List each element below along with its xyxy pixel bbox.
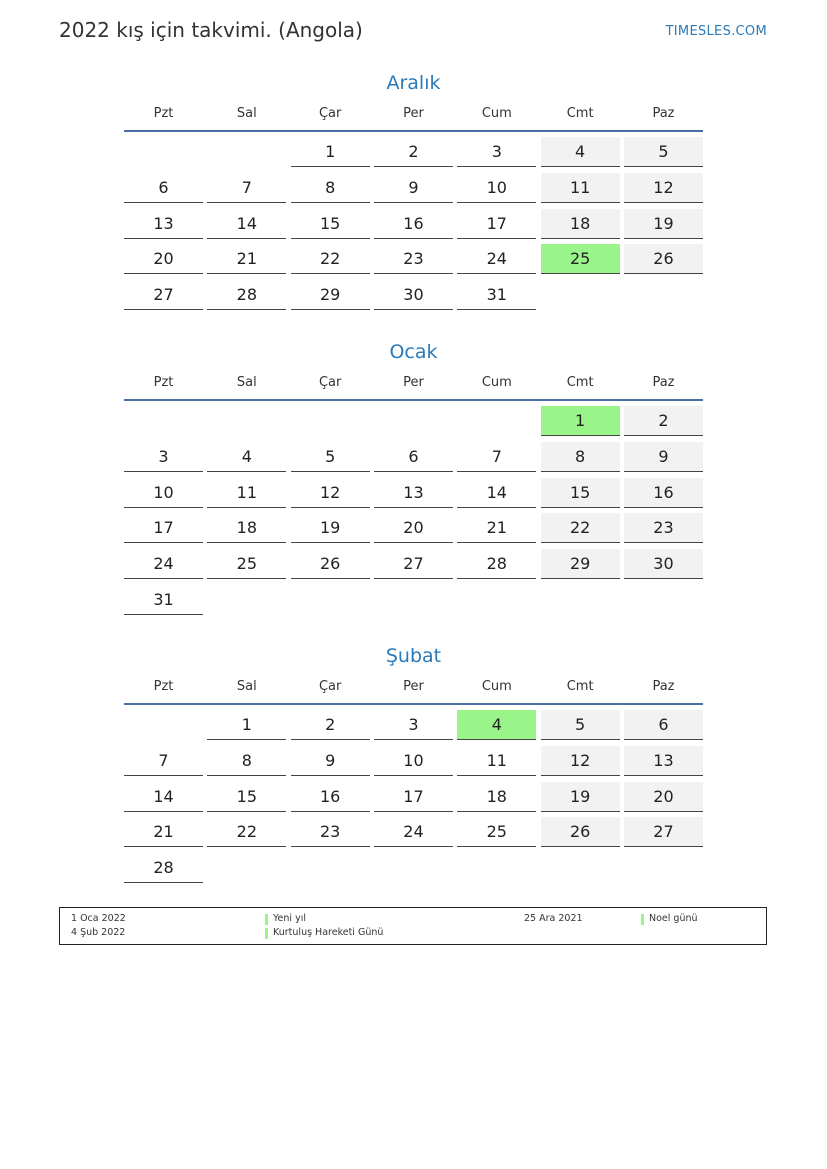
weekday-label: Çar bbox=[318, 678, 342, 694]
weekend-day-cell: 29 bbox=[541, 549, 620, 579]
weekend-day-cell: 19 bbox=[541, 782, 620, 812]
week-row bbox=[124, 406, 703, 436]
month-title: Aralık bbox=[386, 72, 441, 94]
holiday-day-cell: 4 bbox=[457, 710, 536, 740]
day-cell: 18 bbox=[207, 513, 286, 543]
day-cell: 6 bbox=[124, 173, 203, 203]
weeks-grid bbox=[124, 401, 703, 615]
weekend-day-cell: 18 bbox=[541, 209, 620, 239]
day-cell: 15 bbox=[207, 782, 286, 812]
empty-day-cell bbox=[124, 710, 203, 740]
empty-day-cell bbox=[457, 585, 536, 615]
day-cell: 31 bbox=[457, 280, 536, 310]
weekday-label: Sal bbox=[236, 678, 257, 694]
day-cell: 28 bbox=[207, 280, 286, 310]
weekend-day-cell: 11 bbox=[541, 173, 620, 203]
day-cell: 9 bbox=[291, 746, 370, 776]
empty-day-cell bbox=[624, 280, 703, 310]
empty-day-cell bbox=[291, 585, 370, 615]
weekday-label: Pzt bbox=[153, 678, 174, 694]
day-cell: 8 bbox=[291, 173, 370, 203]
day-cell: 27 bbox=[374, 549, 453, 579]
empty-day-cell bbox=[207, 137, 286, 167]
empty-day-cell bbox=[291, 406, 370, 436]
day-cell: 2 bbox=[374, 137, 453, 167]
empty-day-cell bbox=[541, 585, 620, 615]
weekend-day-cell: 26 bbox=[541, 817, 620, 847]
day-cell: 11 bbox=[207, 478, 286, 508]
day-cell: 3 bbox=[124, 442, 203, 472]
weekend-day-cell: 5 bbox=[624, 137, 703, 167]
weekend-day-cell: 9 bbox=[624, 442, 703, 472]
week-row bbox=[124, 173, 703, 203]
day-cell: 1 bbox=[291, 137, 370, 167]
week-row bbox=[124, 513, 703, 543]
day-cell: 14 bbox=[207, 209, 286, 239]
weekday-label: Cmt bbox=[566, 105, 594, 121]
weekday-label: Sal bbox=[236, 374, 257, 390]
weekday-label: Çar bbox=[318, 374, 342, 390]
day-cell: 25 bbox=[457, 817, 536, 847]
weekend-day-cell: 26 bbox=[624, 244, 703, 274]
weekend-day-cell: 12 bbox=[541, 746, 620, 776]
weekday-label: Cum bbox=[481, 678, 512, 694]
day-cell: 12 bbox=[291, 478, 370, 508]
weekend-day-cell: 13 bbox=[624, 746, 703, 776]
day-cell: 15 bbox=[291, 209, 370, 239]
month-calendar-ocak bbox=[124, 339, 703, 621]
empty-day-cell bbox=[624, 853, 703, 883]
empty-day-cell bbox=[207, 585, 286, 615]
empty-day-cell bbox=[124, 406, 203, 436]
day-cell: 24 bbox=[374, 817, 453, 847]
weekday-label: Çar bbox=[318, 105, 342, 121]
weekday-label: Sal bbox=[236, 105, 257, 121]
month-calendar-aralik bbox=[124, 70, 703, 316]
week-row bbox=[124, 746, 703, 776]
weekend-day-cell: 8 bbox=[541, 442, 620, 472]
weekday-header-row bbox=[124, 669, 703, 705]
day-cell: 1 bbox=[207, 710, 286, 740]
day-cell: 17 bbox=[457, 209, 536, 239]
weeks-grid bbox=[124, 132, 703, 310]
day-cell: 19 bbox=[291, 513, 370, 543]
weekend-day-cell: 12 bbox=[624, 173, 703, 203]
day-cell: 2 bbox=[291, 710, 370, 740]
weekday-header-row bbox=[124, 96, 703, 132]
day-cell: 17 bbox=[124, 513, 203, 543]
day-cell: 16 bbox=[374, 209, 453, 239]
day-cell: 20 bbox=[124, 244, 203, 274]
weekday-label: Paz bbox=[652, 105, 675, 121]
legend-holiday-name: Kurtuluş Hareketi Günü bbox=[273, 927, 384, 938]
day-cell: 9 bbox=[374, 173, 453, 203]
site-brand-link[interactable]: TIMESLES.COM bbox=[665, 24, 767, 39]
weekday-label: Paz bbox=[652, 374, 675, 390]
weekend-day-cell: 19 bbox=[624, 209, 703, 239]
day-cell: 25 bbox=[207, 549, 286, 579]
empty-day-cell bbox=[207, 853, 286, 883]
weekend-day-cell: 16 bbox=[624, 478, 703, 508]
day-cell: 27 bbox=[124, 280, 203, 310]
day-cell: 14 bbox=[124, 782, 203, 812]
day-cell: 3 bbox=[457, 137, 536, 167]
day-cell: 6 bbox=[374, 442, 453, 472]
legend-holiday-name: Yeni yıl bbox=[273, 913, 306, 924]
day-cell: 21 bbox=[457, 513, 536, 543]
empty-day-cell bbox=[207, 406, 286, 436]
empty-day-cell bbox=[624, 585, 703, 615]
empty-day-cell bbox=[374, 406, 453, 436]
month-title: Şubat bbox=[385, 645, 442, 667]
day-cell: 26 bbox=[291, 549, 370, 579]
day-cell: 20 bbox=[374, 513, 453, 543]
empty-day-cell bbox=[374, 585, 453, 615]
weekend-day-cell: 30 bbox=[624, 549, 703, 579]
day-cell: 28 bbox=[457, 549, 536, 579]
weekend-day-cell: 27 bbox=[624, 817, 703, 847]
day-cell: 29 bbox=[291, 280, 370, 310]
week-row bbox=[124, 442, 703, 472]
empty-day-cell bbox=[541, 280, 620, 310]
day-cell: 11 bbox=[457, 746, 536, 776]
day-cell: 7 bbox=[457, 442, 536, 472]
day-cell: 10 bbox=[374, 746, 453, 776]
day-cell: 14 bbox=[457, 478, 536, 508]
empty-day-cell bbox=[541, 853, 620, 883]
legend-date: 25 Ara 2021 bbox=[524, 913, 583, 924]
holiday-legend bbox=[59, 907, 767, 945]
weekday-header-row bbox=[124, 365, 703, 401]
week-row bbox=[124, 280, 703, 310]
weekday-label: Per bbox=[403, 678, 424, 694]
week-row bbox=[124, 244, 703, 274]
empty-day-cell bbox=[124, 137, 203, 167]
day-cell: 13 bbox=[124, 209, 203, 239]
day-cell: 7 bbox=[207, 173, 286, 203]
day-cell: 31 bbox=[124, 585, 203, 615]
holiday-day-cell: 25 bbox=[541, 244, 620, 274]
weekend-day-cell: 23 bbox=[624, 513, 703, 543]
weekday-label: Cmt bbox=[566, 374, 594, 390]
weekday-label: Paz bbox=[652, 678, 675, 694]
legend-color-marker bbox=[641, 914, 644, 925]
day-cell: 22 bbox=[207, 817, 286, 847]
day-cell: 24 bbox=[457, 244, 536, 274]
weekend-day-cell: 2 bbox=[624, 406, 703, 436]
week-row bbox=[124, 478, 703, 508]
weeks-grid bbox=[124, 705, 703, 883]
day-cell: 3 bbox=[374, 710, 453, 740]
day-cell: 28 bbox=[124, 853, 203, 883]
week-row bbox=[124, 137, 703, 167]
day-cell: 24 bbox=[124, 549, 203, 579]
week-row bbox=[124, 209, 703, 239]
month-title: Ocak bbox=[389, 341, 438, 363]
weekday-label: Pzt bbox=[153, 105, 174, 121]
week-row bbox=[124, 585, 703, 615]
weekend-day-cell: 4 bbox=[541, 137, 620, 167]
day-cell: 7 bbox=[124, 746, 203, 776]
legend-color-marker bbox=[265, 928, 268, 939]
weekday-label: Cum bbox=[481, 105, 512, 121]
day-cell: 23 bbox=[374, 244, 453, 274]
weekday-label: Cum bbox=[481, 374, 512, 390]
day-cell: 10 bbox=[124, 478, 203, 508]
legend-holiday-name: Noel günü bbox=[649, 913, 698, 924]
day-cell: 21 bbox=[207, 244, 286, 274]
day-cell: 22 bbox=[291, 244, 370, 274]
week-row bbox=[124, 710, 703, 740]
day-cell: 23 bbox=[291, 817, 370, 847]
week-row bbox=[124, 853, 703, 883]
day-cell: 18 bbox=[457, 782, 536, 812]
empty-day-cell bbox=[457, 406, 536, 436]
weekend-day-cell: 5 bbox=[541, 710, 620, 740]
day-cell: 10 bbox=[457, 173, 536, 203]
day-cell: 30 bbox=[374, 280, 453, 310]
week-row bbox=[124, 782, 703, 812]
month-calendar-subat bbox=[124, 643, 703, 889]
week-row bbox=[124, 549, 703, 579]
day-cell: 8 bbox=[207, 746, 286, 776]
weekend-day-cell: 20 bbox=[624, 782, 703, 812]
day-cell: 16 bbox=[291, 782, 370, 812]
day-cell: 17 bbox=[374, 782, 453, 812]
week-row bbox=[124, 817, 703, 847]
holiday-day-cell: 1 bbox=[541, 406, 620, 436]
legend-color-marker bbox=[265, 914, 268, 925]
day-cell: 13 bbox=[374, 478, 453, 508]
weekend-day-cell: 22 bbox=[541, 513, 620, 543]
day-cell: 5 bbox=[291, 442, 370, 472]
weekend-day-cell: 15 bbox=[541, 478, 620, 508]
weekday-label: Cmt bbox=[566, 678, 594, 694]
weekday-label: Per bbox=[403, 105, 424, 121]
weekday-label: Per bbox=[403, 374, 424, 390]
empty-day-cell bbox=[374, 853, 453, 883]
legend-date: 4 Şub 2022 bbox=[71, 927, 126, 938]
day-cell: 21 bbox=[124, 817, 203, 847]
weekday-label: Pzt bbox=[153, 374, 174, 390]
page-title: 2022 kış için takvimi. (Angola) bbox=[59, 18, 363, 42]
legend-date: 1 Oca 2022 bbox=[71, 913, 126, 924]
empty-day-cell bbox=[457, 853, 536, 883]
empty-day-cell bbox=[291, 853, 370, 883]
day-cell: 4 bbox=[207, 442, 286, 472]
weekend-day-cell: 6 bbox=[624, 710, 703, 740]
